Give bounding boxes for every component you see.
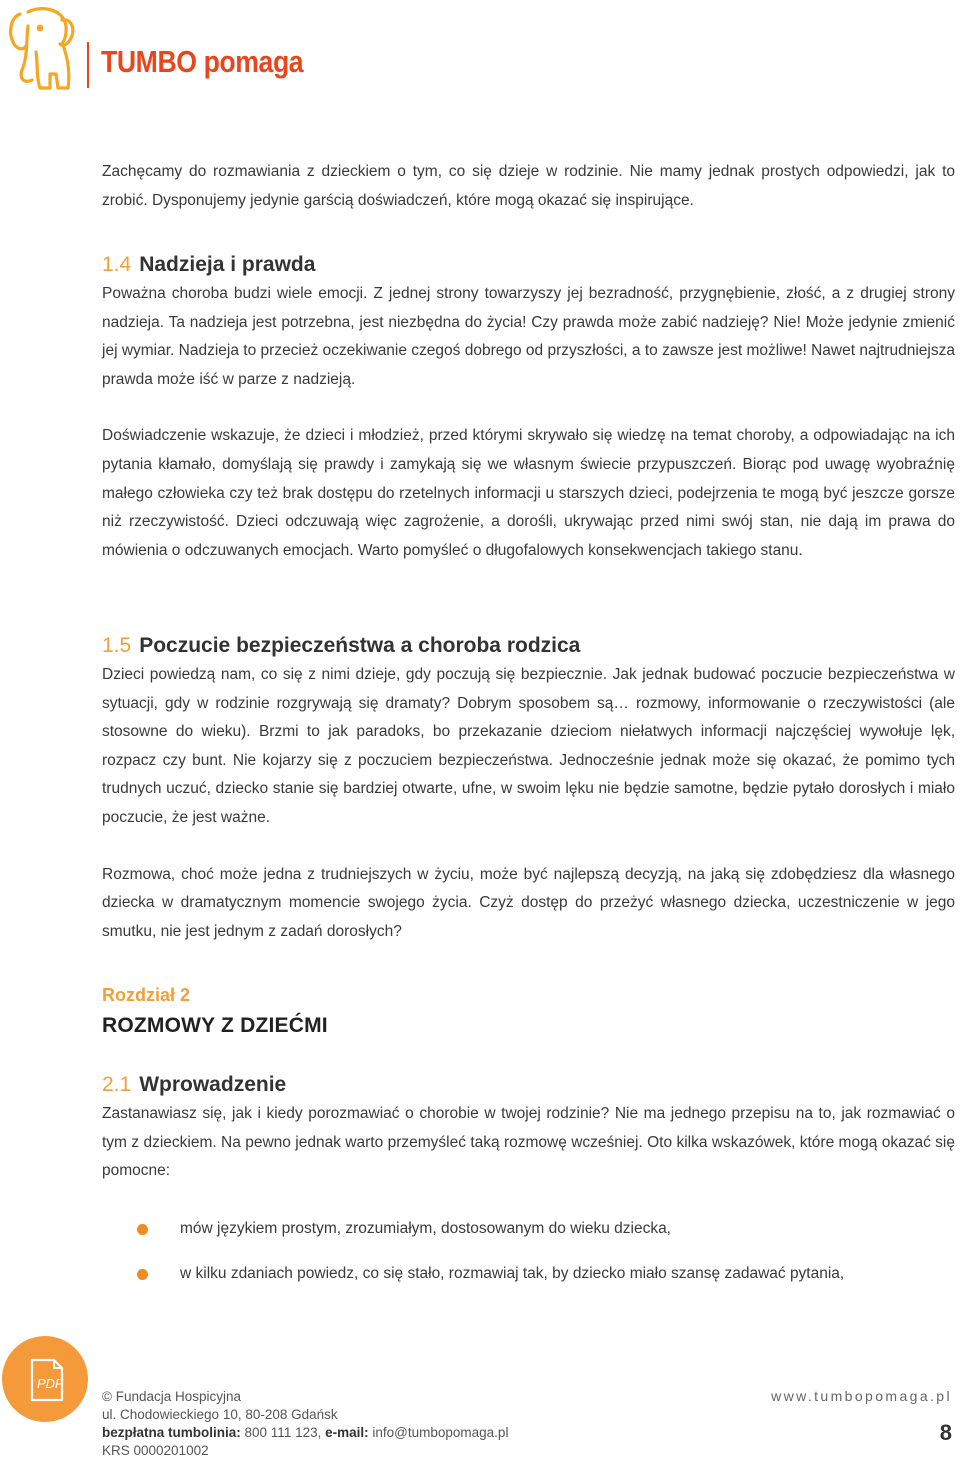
section-1-5 xyxy=(102,633,955,946)
brand-name[interactable]: TUMBO pomaga xyxy=(101,44,304,79)
section-title: Nadzieja i prawda xyxy=(139,253,316,276)
hotline-number[interactable]: 800 111 123, xyxy=(244,1425,322,1440)
section-number: 1.5 xyxy=(102,634,132,657)
bullet-icon xyxy=(137,1269,148,1280)
elephant-icon xyxy=(6,4,78,92)
hotline-label: bezpłatna tumbolinia: xyxy=(102,1425,241,1440)
section-title: Poczucie bezpieczeństwa a choroba rodzica xyxy=(139,634,581,657)
list-item xyxy=(102,1215,955,1260)
page-header xyxy=(0,0,960,100)
section-heading xyxy=(102,252,955,278)
list-item xyxy=(102,1260,955,1305)
chapter-heading xyxy=(102,983,955,1040)
pdf-icon[interactable] xyxy=(2,1336,88,1422)
section-paragraph: Rozmowa, choć może jedna z trudniejszych w życiu, może być najlepszą decyzją, na jaką się zdobędziesz dla własnego dziecka w dramatycznym momencie swojego życia. Czyż dostęp do przeżyć własnego dziecka, uczestniczenie w jego smutku, nie jest jednym z zadań dorosłych? xyxy=(102,865,955,940)
footer-contact xyxy=(102,1388,508,1460)
list-item-text: mów językiem prostym, zrozumiałym, dostosowanym do wieku dziecka, xyxy=(180,1220,671,1237)
footer-krs: KRS 0000201002 xyxy=(102,1443,209,1458)
logo-divider xyxy=(87,42,89,88)
chapter-title: ROZMOWY Z DZIEĆMI xyxy=(102,1014,328,1037)
page-footer xyxy=(0,1330,960,1460)
bullet-icon xyxy=(137,1224,148,1235)
section-1-4 xyxy=(102,252,955,565)
page-number: 8 xyxy=(939,1420,952,1445)
chapter-label: Rozdział 2 xyxy=(102,985,191,1005)
section-heading xyxy=(102,1072,955,1098)
section-paragraph: Poważna choroba budzi wiele emocji. Z jednej strony towarzyszy jej bezradność, przygnębienie, złość, a z drugiej strony nadzieja. Ta nadzieja jest potrzebna, jest niezbędna do życia! Czy prawda może zabić nadzieję? Nie! Może jedynie zmienić jej wymiar. Nadzieja to przecież oczekiwanie czegoś dobrego od przyszłości, a to zawsze jest możliwe! Nawet najtrudniejsza prawda może iść w parze z nadzieją. xyxy=(102,285,955,388)
footer-address: ul. Chodowieckiego 10, 80-208 Gdańsk xyxy=(102,1407,338,1422)
website-link[interactable]: www.tumbopomaga.pl xyxy=(771,1388,952,1404)
pdf-badge-label: PDF xyxy=(37,1376,63,1391)
intro-paragraph: Zachęcamy do rozmawiania z dzieckiem o tym, co się dzieje w rodzinie. Nie mamy jednak prostych odpowiedzi, jak to zrobić. Dysponujemy jedynie garścią doświadczeń, które mogą okazać się inspirujące. xyxy=(102,163,955,209)
section-number: 1.4 xyxy=(102,253,132,276)
footer-contact-line xyxy=(102,1424,508,1442)
section-heading xyxy=(102,633,955,659)
email-label: e-mail: xyxy=(325,1425,369,1440)
email-link[interactable]: info@tumbopomaga.pl xyxy=(372,1425,509,1440)
list-item-text: w kilku zdaniach powiedz, co się stało, rozmawiaj tak, by dziecko miało szansę zadawać pytania, xyxy=(180,1265,845,1282)
section-paragraph: Doświadczenie wskazuje, że dzieci i młodzież, przed którymi skrywało się wiedzę na temat choroby, a odpowiadając na ich pytania kłamało, domyślają się prawdy i zamykają się we własnym świecie przypuszczeń. Biorąc pod uwagę wyobraźnię małego człowieka czy też brak dostępu do rzetelnych informacji u starszych dzieci, podejrzenia te mogą być jeszcze gorsze niż rzeczywistość. Dzieci odczuwają więc zagrożenie, a dorośli, ukrywając przed nimi swój stan, nie dają im prawa do mówienia o odczuwanych emocjach. Warto pomyśleć o długofalowych konsekwencjach takiego stanu. xyxy=(102,427,955,559)
section-paragraph: Zastanawiasz się, jak i kiedy porozmawiać o chorobie w twojej rodzinie? Nie ma jednego przepisu na to, jak rozmawiać o tym z dzieckiem. Na pewno jednak warto przemyśleć taką rozmowę wcześniej. Oto kilka wskazówek, które mogą okazać się pomocne: xyxy=(102,1105,955,1180)
section-2-1 xyxy=(102,1072,955,1186)
tips-list xyxy=(102,1215,955,1305)
section-title: Wprowadzenie xyxy=(139,1073,287,1096)
section-number: 2.1 xyxy=(102,1073,132,1096)
footer-org: © Fundacja Hospicyjna xyxy=(102,1389,242,1404)
intro xyxy=(102,158,955,215)
section-paragraph: Dzieci powiedzą nam, co się z nimi dzieje, gdy poczują się bezpiecznie. Jak jednak budować poczucie bezpieczeństwa w sytuacji, gdy w rodzinie rozgrywają się dramaty? Dobrym sposobem są… rozmowy, informowanie o rzeczywistości (ale stosowne do wieku). Brzmi to jak paradoks, bo przekazanie dzieciom niełatwych informacji najczęściej wywołuje lęk, rozpacz czy bunt. Nie kojarzy się z poczuciem bezpieczeństwa. Jednocześnie jednak może się okazać, że pomimo tych trudnych uczuć, dziecko stanie się bardziej otwarte, ufne, w swoim lęku nie będzie samotne, będzie pytało dorosłych i miało poczucie, że jest ważne. xyxy=(102,666,955,826)
